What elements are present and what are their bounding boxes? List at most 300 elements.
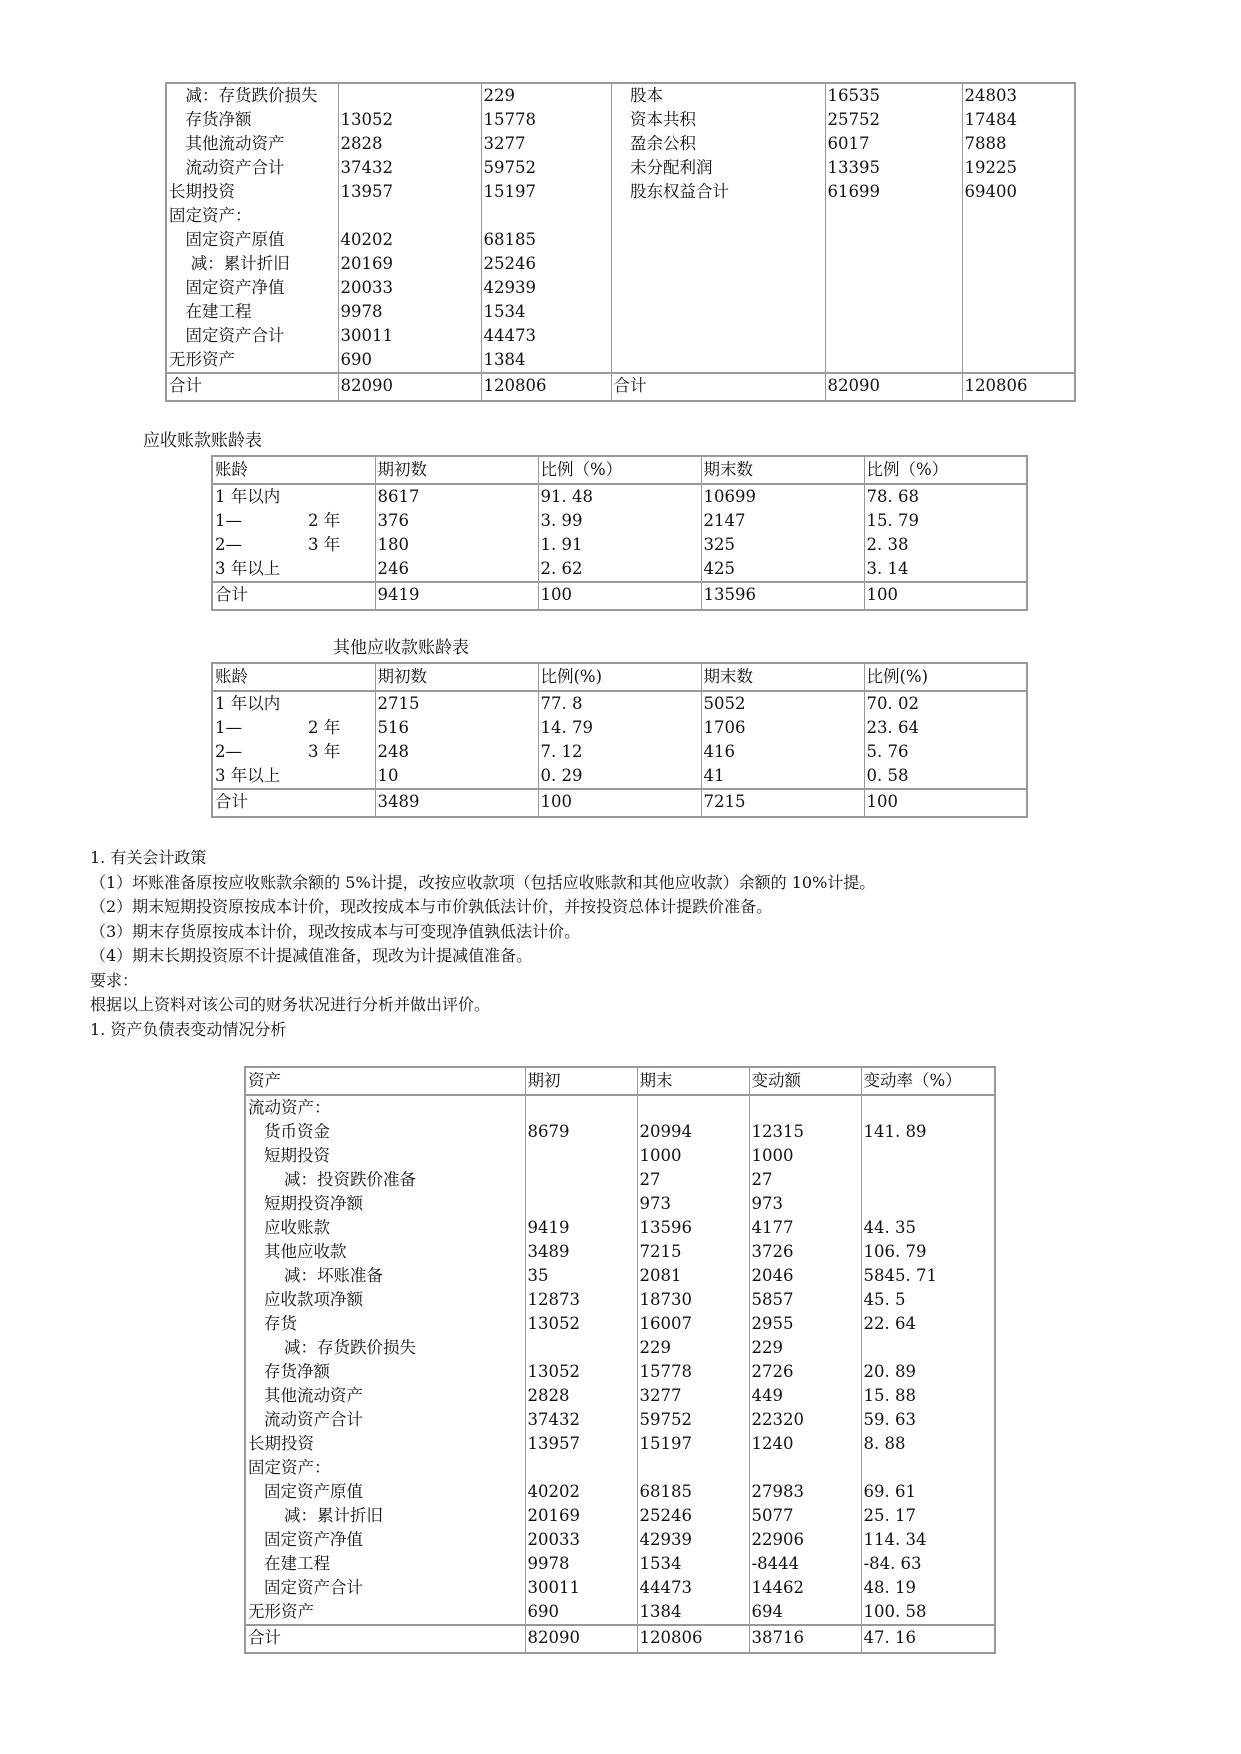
table-cell: 固定资产合计 <box>166 324 338 348</box>
table-cell: 2726 <box>749 1360 861 1384</box>
table-cell: 固定资产： <box>166 204 338 228</box>
table-cell: 416 <box>701 740 864 764</box>
table-row <box>245 1384 995 1408</box>
column-header: 账龄 <box>212 456 375 484</box>
table-cell: 973 <box>749 1192 861 1216</box>
table-cell: 减：存货跌价损失 <box>166 83 338 108</box>
table-cell <box>749 1095 861 1120</box>
table-cell: 425 <box>701 557 864 582</box>
table-cell: 246 <box>375 557 538 582</box>
table-cell: 15. 88 <box>861 1384 995 1408</box>
table-cell: 其他流动资产 <box>166 132 338 156</box>
total-cell: 100 <box>864 789 1027 817</box>
table-cell: 短期投资净额 <box>245 1192 525 1216</box>
table-cell: 2. 62 <box>538 557 701 582</box>
table-cell: 376 <box>375 509 538 533</box>
table-cell: 42939 <box>481 276 611 300</box>
table-cell: 9978 <box>338 300 481 324</box>
table-cell: 3. 99 <box>538 509 701 533</box>
table-row <box>212 533 1027 557</box>
table-row <box>166 276 1075 300</box>
column-header: 期末 <box>637 1067 749 1095</box>
total-cell: 47. 16 <box>861 1625 995 1653</box>
table-cell: 13957 <box>525 1432 637 1456</box>
table-cell <box>825 300 962 324</box>
column-header: 比例（%） <box>538 456 701 484</box>
table-cell: 8. 88 <box>861 1432 995 1456</box>
table-cell <box>825 252 962 276</box>
table-cell: 20033 <box>525 1528 637 1552</box>
table-cell: 2— 3 年 <box>212 533 375 557</box>
table-cell: 5. 76 <box>864 740 1027 764</box>
table-cell: 13052 <box>338 108 481 132</box>
table-row <box>245 1312 995 1336</box>
table-cell: 3 年以上 <box>212 557 375 582</box>
table-cell: 25246 <box>481 252 611 276</box>
table-row <box>166 300 1075 324</box>
table-cell: 2081 <box>637 1264 749 1288</box>
table-cell <box>861 1168 995 1192</box>
table-cell: 2715 <box>375 691 538 716</box>
table-cell: 25246 <box>637 1504 749 1528</box>
table-cell: 7215 <box>637 1240 749 1264</box>
table-cell: 1— 2 年 <box>212 716 375 740</box>
table-cell <box>962 324 1075 348</box>
table-row <box>166 324 1075 348</box>
table-cell: 无形资产 <box>245 1600 525 1625</box>
table-cell: 股东权益合计 <box>611 180 825 204</box>
total-cell: 9419 <box>375 582 538 610</box>
table-cell: 690 <box>338 348 481 373</box>
table-cell <box>611 252 825 276</box>
table-cell <box>611 300 825 324</box>
table-cell <box>637 1095 749 1120</box>
column-header: 期初数 <box>375 456 538 484</box>
table-cell: 13957 <box>338 180 481 204</box>
table-cell: 694 <box>749 1600 861 1625</box>
table-cell: 存货 <box>245 1312 525 1336</box>
table-cell <box>525 1336 637 1360</box>
paragraph-line: （4）期末长期投资原不计提减值准备，现改为计提减值准备。 <box>90 946 533 965</box>
total-row <box>166 373 1075 401</box>
table-cell: 2046 <box>749 1264 861 1288</box>
table-cell: 3489 <box>525 1240 637 1264</box>
table-cell: 449 <box>749 1384 861 1408</box>
table-cell: 固定资产： <box>245 1456 525 1480</box>
table-cell: 25752 <box>825 108 962 132</box>
table-cell: 59752 <box>481 156 611 180</box>
table-cell: 248 <box>375 740 538 764</box>
table-cell <box>525 1192 637 1216</box>
table-cell: 5845. 71 <box>861 1264 995 1288</box>
total-cell: 38716 <box>749 1625 861 1653</box>
table-cell: 70. 02 <box>864 691 1027 716</box>
table-cell: 68185 <box>481 228 611 252</box>
table-cell <box>749 1456 861 1480</box>
table-cell <box>525 1095 637 1120</box>
table-cell: 13596 <box>637 1216 749 1240</box>
table-cell: 13052 <box>525 1360 637 1384</box>
table-cell: 应收账款 <box>245 1216 525 1240</box>
table-cell: 存货净额 <box>166 108 338 132</box>
table-cell: 12873 <box>525 1288 637 1312</box>
total-cell: 120806 <box>962 373 1075 401</box>
table-cell <box>825 204 962 228</box>
table-row <box>166 180 1075 204</box>
paragraph-line: （2）期末短期投资原按成本计价，现改按成本与市价孰低法计价，并按投资总体计提跌价准备。 <box>90 897 773 916</box>
table-row <box>166 348 1075 373</box>
column-header: 变动额 <box>749 1067 861 1095</box>
table-cell: 45. 5 <box>861 1288 995 1312</box>
table-row <box>245 1480 995 1504</box>
table-cell: 2. 38 <box>864 533 1027 557</box>
paragraph-line: 根据以上资料对该公司的财务状况进行分析并做出评价。 <box>90 995 491 1014</box>
table-cell <box>338 204 481 228</box>
table-cell: 1 年以内 <box>212 691 375 716</box>
table-cell: 2828 <box>338 132 481 156</box>
table-row <box>212 691 1027 716</box>
table-cell: 61699 <box>825 180 962 204</box>
other-ar-aging-table <box>211 662 1028 818</box>
total-cell: 7215 <box>701 789 864 817</box>
table-cell: 减：存货跌价损失 <box>245 1336 525 1360</box>
table-cell: 2147 <box>701 509 864 533</box>
paragraph-line: （1）坏账准备原按应收账款余额的 5%计提，改按应收款项（包括应收账款和其他应收款）余额的 10%计提。 <box>90 872 876 892</box>
column-header: 账龄 <box>212 663 375 691</box>
table-cell <box>962 252 1075 276</box>
table-cell: 41 <box>701 764 864 789</box>
table-cell: 20169 <box>525 1504 637 1528</box>
table-cell: 18730 <box>637 1288 749 1312</box>
table-cell: 22906 <box>749 1528 861 1552</box>
table-cell: 40202 <box>338 228 481 252</box>
total-cell: 合计 <box>245 1625 525 1653</box>
table-cell: 减：坏账准备 <box>245 1264 525 1288</box>
table-cell: 69400 <box>962 180 1075 204</box>
column-header: 比例(%) <box>864 663 1027 691</box>
table-cell: 1 年以内 <box>212 484 375 509</box>
table-cell: 27983 <box>749 1480 861 1504</box>
table-cell <box>825 324 962 348</box>
total-cell: 13596 <box>701 582 864 610</box>
table-cell: 20994 <box>637 1120 749 1144</box>
table-cell: 59752 <box>637 1408 749 1432</box>
table-cell: 5077 <box>749 1504 861 1528</box>
table-cell: 流动资产合计 <box>166 156 338 180</box>
table-row <box>245 1168 995 1192</box>
table-cell: 3277 <box>637 1384 749 1408</box>
table-cell: -8444 <box>749 1552 861 1576</box>
table-cell <box>861 1192 995 1216</box>
table-cell: 资本共积 <box>611 108 825 132</box>
total-cell: 100 <box>864 582 1027 610</box>
table-cell: 16007 <box>637 1312 749 1336</box>
table-row <box>245 1504 995 1528</box>
table-cell: 固定资产净值 <box>245 1528 525 1552</box>
table-cell: 30011 <box>525 1576 637 1600</box>
table-cell: 减：累计折旧 <box>245 1504 525 1528</box>
table-cell <box>611 324 825 348</box>
table-cell: 30011 <box>338 324 481 348</box>
table-row <box>212 740 1027 764</box>
table-cell: 减：投资跌价准备 <box>245 1168 525 1192</box>
table-cell <box>861 1095 995 1120</box>
table-cell: 20033 <box>338 276 481 300</box>
table-cell: 1384 <box>481 348 611 373</box>
ar-aging-table <box>211 455 1028 611</box>
total-cell: 100 <box>538 789 701 817</box>
total-cell: 120806 <box>637 1625 749 1653</box>
table-cell: 37432 <box>338 156 481 180</box>
total-cell: 3489 <box>375 789 538 817</box>
table-cell: 8617 <box>375 484 538 509</box>
table-row <box>245 1120 995 1144</box>
table-cell: 13395 <box>825 156 962 180</box>
table-cell: 固定资产合计 <box>245 1576 525 1600</box>
table-cell: 77. 8 <box>538 691 701 716</box>
total-cell: 合计 <box>212 789 375 817</box>
table-cell: 229 <box>749 1336 861 1360</box>
table-cell: 141. 89 <box>861 1120 995 1144</box>
table-cell <box>525 1456 637 1480</box>
paragraph-line: 要求： <box>90 970 139 990</box>
table-row <box>166 252 1075 276</box>
table-cell: 盈余公积 <box>611 132 825 156</box>
table-row <box>245 1432 995 1456</box>
table-cell: 35 <box>525 1264 637 1288</box>
table-cell <box>825 276 962 300</box>
total-row <box>212 582 1027 610</box>
paragraph-line: （3）期末存货原按成本计价，现改按成本与可变现净值孰低法计价。 <box>90 921 581 941</box>
other-ar-aging-caption: 其他应收款账龄表 <box>333 638 469 658</box>
table-row <box>212 764 1027 789</box>
table-cell: 10 <box>375 764 538 789</box>
table-cell: 5857 <box>749 1288 861 1312</box>
table-cell: 9419 <box>525 1216 637 1240</box>
table-cell: 1000 <box>749 1144 861 1168</box>
table-cell: 长期投资 <box>245 1432 525 1456</box>
table-cell: 44. 35 <box>861 1216 995 1240</box>
table-cell: 40202 <box>525 1480 637 1504</box>
table-cell: 229 <box>481 83 611 108</box>
table-cell: 1— 2 年 <box>212 509 375 533</box>
table-cell: 1. 91 <box>538 533 701 557</box>
table-cell <box>962 300 1075 324</box>
table-cell: 其他流动资产 <box>245 1384 525 1408</box>
total-cell: 82090 <box>825 373 962 401</box>
table-cell <box>962 276 1075 300</box>
table-cell <box>611 204 825 228</box>
table-cell: 20. 89 <box>861 1360 995 1384</box>
table-row <box>166 108 1075 132</box>
table-row <box>212 557 1027 582</box>
table-cell: 59. 63 <box>861 1408 995 1432</box>
table-cell: 180 <box>375 533 538 557</box>
table-row <box>245 1288 995 1312</box>
table-cell: 42939 <box>637 1528 749 1552</box>
table-row <box>245 1528 995 1552</box>
table-row <box>166 204 1075 228</box>
table-cell: 16535 <box>825 83 962 108</box>
table-cell: 100. 58 <box>861 1600 995 1625</box>
policy-text-block <box>90 846 875 1042</box>
column-header: 期初 <box>525 1067 637 1095</box>
table-cell: 229 <box>637 1336 749 1360</box>
table-cell: 4177 <box>749 1216 861 1240</box>
column-header: 比例(%) <box>538 663 701 691</box>
balance-sheet-change-analysis-table <box>244 1066 996 1654</box>
table-cell: 1000 <box>637 1144 749 1168</box>
table-cell: 2— 3 年 <box>212 740 375 764</box>
table-row <box>245 1192 995 1216</box>
table-cell: 12315 <box>749 1120 861 1144</box>
table-cell <box>611 276 825 300</box>
table-cell <box>637 1456 749 1480</box>
table-cell: 10699 <box>701 484 864 509</box>
header-row <box>212 663 1027 691</box>
table-cell: 股本 <box>611 83 825 108</box>
table-cell: 1534 <box>637 1552 749 1576</box>
total-cell: 82090 <box>525 1625 637 1653</box>
table-cell: 存货净额 <box>245 1360 525 1384</box>
table-row <box>245 1240 995 1264</box>
table-row <box>212 484 1027 509</box>
table-cell: 23. 64 <box>864 716 1027 740</box>
table-cell: 27 <box>637 1168 749 1192</box>
table-cell: 3726 <box>749 1240 861 1264</box>
total-cell: 合计 <box>611 373 825 401</box>
table-cell: 9978 <box>525 1552 637 1576</box>
table-row <box>245 1264 995 1288</box>
ar-aging-caption: 应收账款账龄表 <box>143 431 262 451</box>
table-cell <box>861 1336 995 1360</box>
table-cell: 15197 <box>481 180 611 204</box>
table-row <box>245 1456 995 1480</box>
table-cell: 2828 <box>525 1384 637 1408</box>
table-cell: 长期投资 <box>166 180 338 204</box>
table-row <box>245 1144 995 1168</box>
table-cell: 未分配利润 <box>611 156 825 180</box>
table-cell <box>962 348 1075 373</box>
column-header: 期初数 <box>375 663 538 691</box>
table-cell <box>962 228 1075 252</box>
total-row <box>245 1625 995 1653</box>
table-cell: 5052 <box>701 691 864 716</box>
table-cell: 无形资产 <box>166 348 338 373</box>
table-cell: 短期投资 <box>245 1144 525 1168</box>
table-row <box>245 1336 995 1360</box>
table-cell: 68185 <box>637 1480 749 1504</box>
table-cell: 20169 <box>338 252 481 276</box>
table-cell <box>861 1144 995 1168</box>
total-cell: 合计 <box>212 582 375 610</box>
table-cell <box>825 348 962 373</box>
table-row <box>166 156 1075 180</box>
table-row <box>245 1552 995 1576</box>
table-cell <box>611 348 825 373</box>
table-row <box>212 509 1027 533</box>
table-cell: 17484 <box>962 108 1075 132</box>
table-cell: 48. 19 <box>861 1576 995 1600</box>
table-cell: 应收款项净额 <box>245 1288 525 1312</box>
table-cell: 1240 <box>749 1432 861 1456</box>
column-header: 资产 <box>245 1067 525 1095</box>
table-row <box>245 1408 995 1432</box>
total-cell: 100 <box>538 582 701 610</box>
table-cell: 7. 12 <box>538 740 701 764</box>
table-cell: 1706 <box>701 716 864 740</box>
table-row <box>245 1576 995 1600</box>
column-header: 期末数 <box>701 456 864 484</box>
table-cell: 69. 61 <box>861 1480 995 1504</box>
paragraph-line: 1. 有关会计政策 <box>90 848 207 867</box>
table-cell: -84. 63 <box>861 1552 995 1576</box>
table-cell: 37432 <box>525 1408 637 1432</box>
table-cell <box>962 204 1075 228</box>
header-row <box>212 456 1027 484</box>
table-row <box>245 1216 995 1240</box>
balance-sheet-fragment-table <box>165 82 1076 402</box>
table-cell <box>825 228 962 252</box>
table-cell: 3277 <box>481 132 611 156</box>
table-cell: 其他应收款 <box>245 1240 525 1264</box>
table-cell: 15197 <box>637 1432 749 1456</box>
table-cell: 78. 68 <box>864 484 1027 509</box>
table-cell: 19225 <box>962 156 1075 180</box>
column-header: 变动率（%） <box>861 1067 995 1095</box>
table-cell: 973 <box>637 1192 749 1216</box>
table-row <box>245 1095 995 1120</box>
table-cell: 14462 <box>749 1576 861 1600</box>
table-row <box>212 716 1027 740</box>
table-cell: 1534 <box>481 300 611 324</box>
table-cell: 325 <box>701 533 864 557</box>
table-cell: 6017 <box>825 132 962 156</box>
table-cell: 固定资产净值 <box>166 276 338 300</box>
table-cell: 44473 <box>481 324 611 348</box>
total-row <box>212 789 1027 817</box>
table-cell <box>481 204 611 228</box>
table-cell: 减：累计折旧 <box>166 252 338 276</box>
table-cell: 8679 <box>525 1120 637 1144</box>
table-row <box>166 228 1075 252</box>
header-row <box>245 1067 995 1095</box>
table-row <box>245 1360 995 1384</box>
table-cell: 流动资产合计 <box>245 1408 525 1432</box>
table-cell <box>611 228 825 252</box>
total-cell: 82090 <box>338 373 481 401</box>
table-cell: 22. 64 <box>861 1312 995 1336</box>
table-cell: 1384 <box>637 1600 749 1625</box>
table-cell: 27 <box>749 1168 861 1192</box>
table-cell: 2955 <box>749 1312 861 1336</box>
table-cell: 0. 29 <box>538 764 701 789</box>
table-cell: 114. 34 <box>861 1528 995 1552</box>
table-cell: 7888 <box>962 132 1075 156</box>
table-cell: 44473 <box>637 1576 749 1600</box>
table-cell <box>338 83 481 108</box>
table-row <box>166 132 1075 156</box>
table-cell: 在建工程 <box>166 300 338 324</box>
paragraph-line: 1. 资产负债表变动情况分析 <box>90 1019 287 1039</box>
table-cell: 91. 48 <box>538 484 701 509</box>
table-cell: 13052 <box>525 1312 637 1336</box>
table-cell: 15778 <box>637 1360 749 1384</box>
table-cell: 690 <box>525 1600 637 1625</box>
column-header: 比例（%） <box>864 456 1027 484</box>
table-cell: 516 <box>375 716 538 740</box>
table-cell: 22320 <box>749 1408 861 1432</box>
